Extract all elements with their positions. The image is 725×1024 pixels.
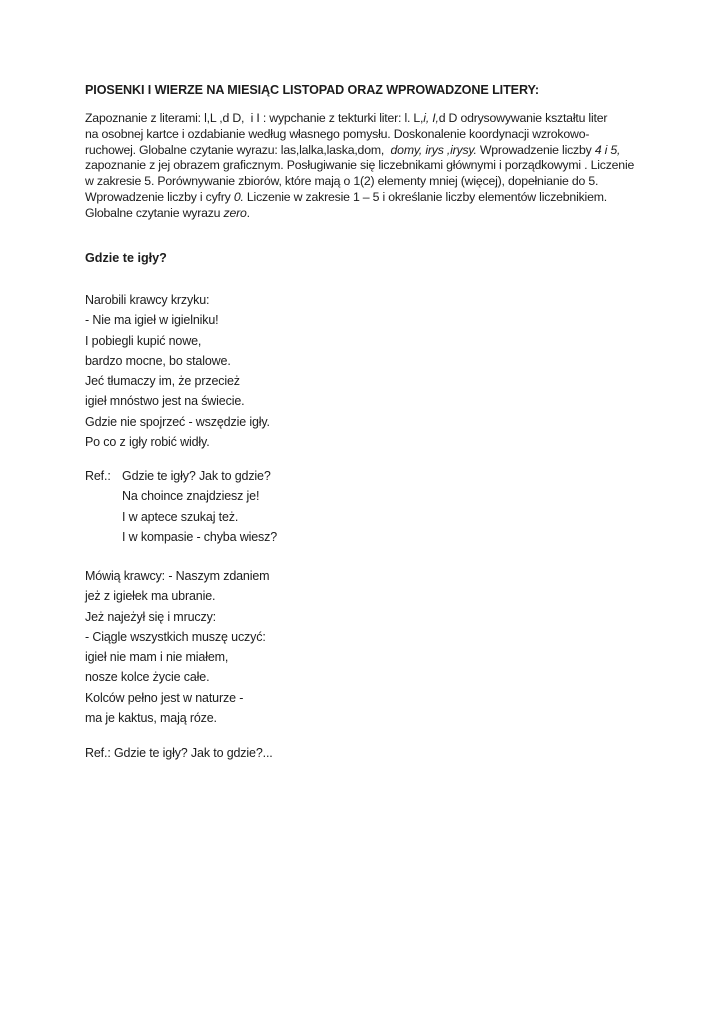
intro-line: Wprowadzenie liczby i cyfry 0. Liczenie w zakresie 1 – 5 i określanie liczby elementów liczebnikiem. <box>85 189 607 204</box>
intro-line: w zakresie 5. Porównywanie zbiorów, które mają o 1(2) elementy mniej (więcej), dopełnianie do 5. <box>85 174 599 189</box>
refrain-reprise-line: Ref.: Gdzie te igły? Jak to gdzie?... <box>85 746 273 760</box>
poem-line: I pobiegli kupić nowe, <box>85 333 202 348</box>
refrain-line: Ref.: Gdzie te igły? Jak to gdzie? <box>85 466 277 486</box>
poem-line: jeż z igiełek ma ubranie. <box>85 589 216 604</box>
poem-line: igieł mnóstwo jest na świecie. <box>85 394 245 409</box>
poem-refrain <box>85 466 277 547</box>
refrain-line: I w aptece szukaj też. <box>122 509 239 524</box>
poem-line: Narobili krawcy krzyku: <box>85 293 210 307</box>
poem-line: bardzo mocne, bo stalowe. <box>85 353 231 368</box>
poem-stanza-2 <box>85 566 269 728</box>
intro-line: na osobnej kartce i ozdabianie według własnego pomysłu. Doskonalenie koordynacji wzrokowo- <box>85 126 590 141</box>
poem-line: Po co z igły robić widły. <box>85 435 210 450</box>
poem-line: Kolców pełno jest w naturze - <box>85 690 244 705</box>
poem-line: Gdzie nie spojrzeć - wszędzie igły. <box>85 414 270 429</box>
intro-line: Zapoznanie z literami: l,L ,d D, i I : wypchanie z tekturki liter: l. L,i, I,d D odrysowywanie kształtu liter <box>85 111 608 125</box>
poem-line: nosze kolce życie całe. <box>85 670 210 685</box>
poem-line: Jeż najeżył się i mruczy: <box>85 609 217 624</box>
poem-line: - Ciągle wszystkich muszę uczyć: <box>85 629 266 644</box>
poem-line: - Nie ma igieł w igielniku! <box>85 313 219 328</box>
refrain-line: Na choince znajdziesz je! <box>122 489 260 504</box>
poem-line: Mówią krawcy: - Naszym zdaniem <box>85 569 270 583</box>
poem-stanza-1 <box>85 290 270 452</box>
intro-line: ruchowej. Globalne czytanie wyrazu: las,lalka,laska,dom, domy, irys ,irysy. Wprowadzenie liczby 4 i 5, <box>85 142 621 157</box>
refrain-label: Ref.: <box>85 469 111 483</box>
intro-paragraph <box>85 111 685 222</box>
poem-line: ma je kaktus, mają róze. <box>85 711 217 726</box>
intro-line: zapoznanie z jej obrazem graficznym. Posługiwanie się liczebnikami głównymi i porządkowymi . Liczenie <box>85 158 635 173</box>
poem-title: Gdzie te igły? <box>85 251 167 265</box>
document-title: PIOSENKI I WIERZE NA MIESIĄC LISTOPAD ORAZ WPROWADZONE LITERY: <box>85 83 539 97</box>
refrain-line: I w kompasie - chyba wiesz? <box>122 529 278 544</box>
poem-line: igieł nie mam i nie miałem, <box>85 650 229 665</box>
intro-line: Globalne czytanie wyrazu zero. <box>85 205 250 220</box>
poem-line: Jeć tłumaczy im, że przecież <box>85 374 240 389</box>
